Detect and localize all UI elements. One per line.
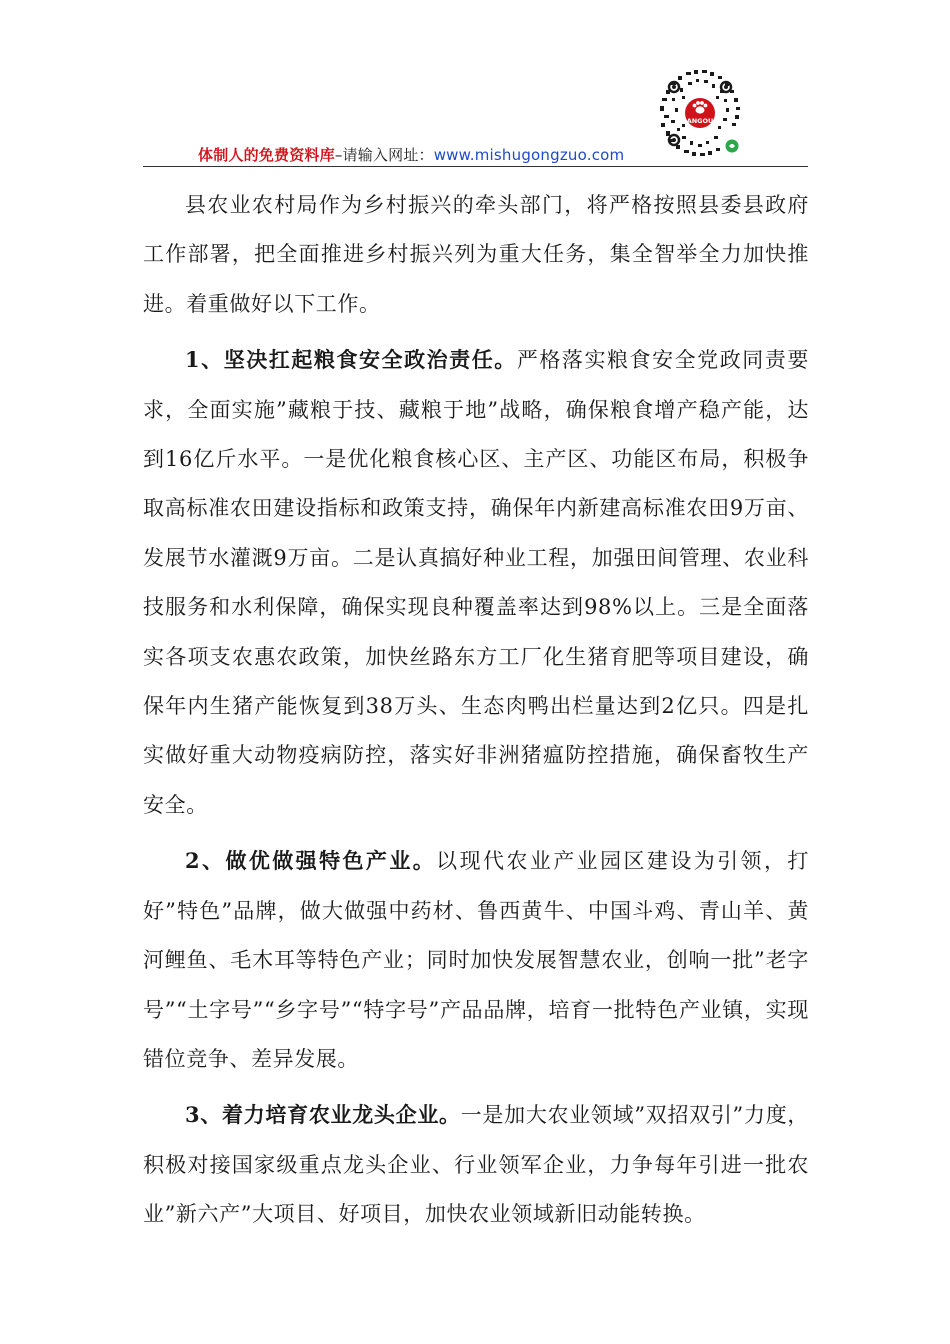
- header-divider: [143, 166, 808, 167]
- paragraph-leading-enterprises: [143, 1090, 809, 1239]
- brand-name: 体制人的免费资料库: [198, 146, 335, 164]
- paragraph-text: 严格落实粮食安全党政同责要求，全面实施”藏粮于技、藏粮于地”战略，确保粮食增产稳产能，达到16亿斤水平。一是优化粮食核心区、主产区、功能区布局，积极争取高标准农田建设指标和政策支持，确保年内新建高标准农田9万亩、发展节水灌溉9万亩。二是认真搞好种业工程，加强田间管理、农业科技服务和水利保障，确保实现良种覆盖率达到98%以上。三是全面落实各项支农惠农政策，加快丝路东方工厂化生猪育肥等项目建设，确保年内生猪产能恢复到38万头、生态肉鸭出栏量达到2亿只。四是扎实做好重大动物疫病防控，落实好非洲猪瘟防控措施，确保畜牧生产安全。: [143, 348, 809, 817]
- url-prompt: –请输入网址：: [334, 146, 434, 164]
- paragraph-text: 县农业农村局作为乡村振兴的牵头部门，将严格按照县委县政府工作部署，把全面推进乡村振兴列为重大任务，集全智举全力加快推进。着重做好以下工作。: [143, 193, 809, 316]
- paragraph-lead: 2、做优做强特色产业。: [185, 848, 437, 874]
- paragraph-lead: 3、着力培育农业龙头企业。: [185, 1102, 461, 1128]
- qr-logo-text: ANGOU: [686, 117, 714, 125]
- paragraph-text: 以现代农业产业园区建设为引领，打好”特色”品牌，做大做强中药材、鲁西黄牛、中国斗鸡、青山羊、黄河鲤鱼、毛木耳等特色产业；同时加快发展智慧农业，创响一批”老字号”“土字号”“乡字号”“特字号”产品品牌，培育一批特色产业镇，实现错位竞争、差异发展。: [143, 849, 809, 1071]
- site-header: [198, 144, 624, 165]
- paragraph-intro: [143, 180, 809, 329]
- site-url-link[interactable]: www.mishugongzuo.com: [433, 146, 625, 164]
- qr-code: [658, 68, 744, 160]
- document-body: [143, 180, 809, 1246]
- paragraph-text: 一是加大农业领域”双招双引”力度，积极对接国家级重点龙头企业、行业领军企业，力争每年引进一批农业”新六产”大项目、好项目，加快农业领域新旧动能转换。: [143, 1103, 809, 1227]
- paragraph-featured-industries: [143, 836, 809, 1084]
- paragraph-lead: 1、坚决扛起粮食安全政治责任。: [185, 347, 517, 373]
- paragraph-food-security: [143, 335, 809, 830]
